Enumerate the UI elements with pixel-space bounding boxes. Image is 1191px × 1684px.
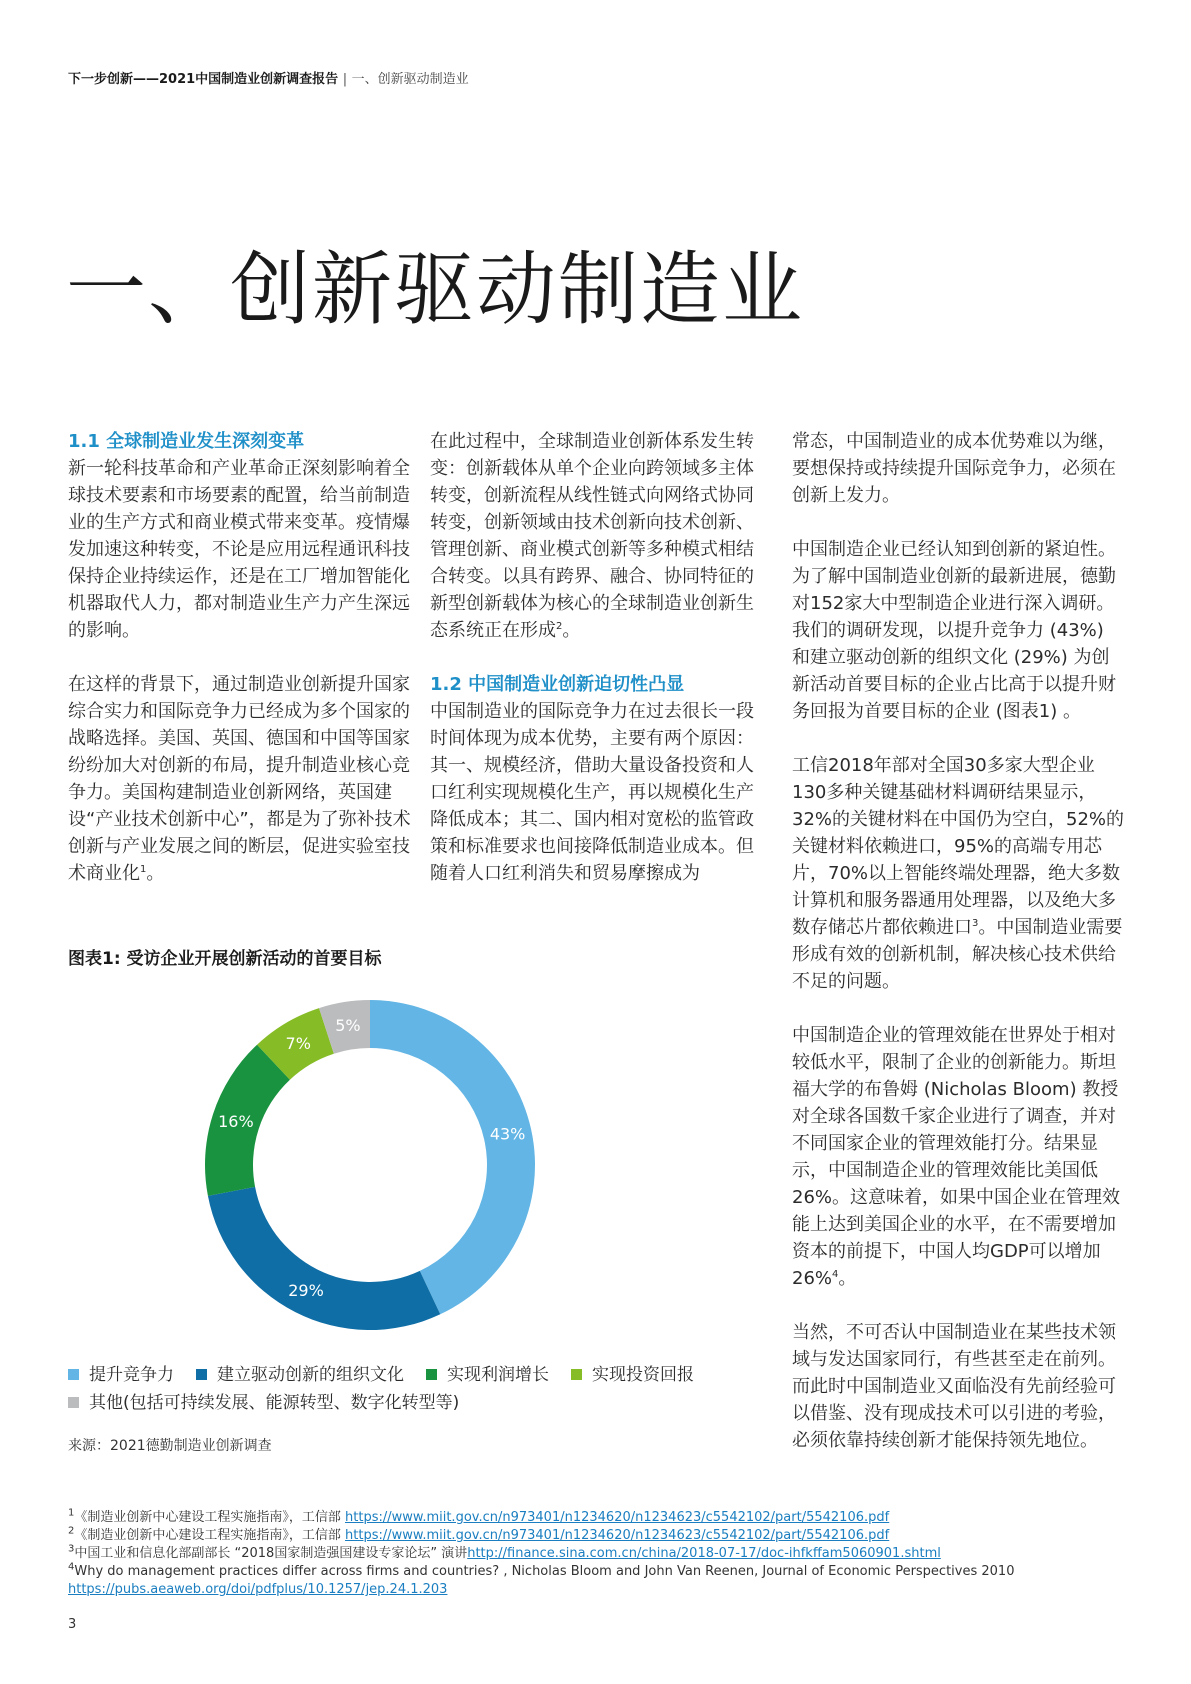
legend-item	[196, 1361, 404, 1389]
donut-chart	[200, 995, 540, 1335]
footnote-text: Why do management practices differ across firms and countries? , Nicholas Bloom and John Van Reenen, Journal of Economic Perspectives 2010	[74, 1564, 1015, 1579]
paragraph: 常态，中国制造业的成本优势难以为继，要想保持或持续提升国际竞争力，必须在创新上发力。	[792, 431, 1116, 506]
paragraph: 工信2018年部对全国30多家大型企业130多种关键基础材料调研结果显示，32%的关键材料在中国仍为空白，52%的关键材料依赖进口，95%的高端专用芯片，70%以上智能终端处理器，绝大多数计算机和服务器通用处理器，以及绝大多数存储芯片都依赖进口$^3$。中国制造业需要形成有效的创新机制，解决核心技术供给不足的问题。	[792, 755, 1125, 992]
chapter-title: 一、创新驱动制造业	[66, 243, 804, 336]
paragraph: 中国制造企业已经认知到创新的紧迫性。为了解中国制造业创新的最新进展，德勤对152家大中型制造企业进行深入调研。我们的调研发现，以提升竞争力 (43%) 和建立驱动创新的组织文化 (29%) 为创新活动首要目标的企业占比高于以提升财务回报为首要目标的企业 (图表1) 。	[792, 539, 1116, 722]
donut-data-label: 29%	[288, 1281, 324, 1301]
donut-data-label: 5%	[335, 1016, 361, 1036]
page-number: 3	[68, 1617, 77, 1632]
text-column-1	[68, 428, 413, 887]
footnote-text: 中国工业和信息化部副部长 “2018国家制造强国建设专家论坛” 演讲	[74, 1546, 468, 1561]
header-report-title: 下一步创新——2021中国制造业创新调查报告	[68, 72, 339, 87]
footnote-link[interactable]: https://www.miit.gov.cn/n973401/n1234620/n1234623/c5542102/part/5542106.pdf	[345, 1510, 890, 1525]
legend-item	[68, 1389, 459, 1417]
donut-slice-1	[370, 1000, 535, 1314]
paragraph: 在这样的背景下，通过制造业创新提升国家综合实力和国际竞争力已经成为多个国家的战略选择。美国、英国、德国和中国等国家纷纷加大对创新的布局，提升制造业核心竞争力。美国构建制造业创新网络，英国建设“产业技术创新中心”，都是为了弥补技术创新与产业发展之间的断层，促进实验室技术商业化$^1$。	[68, 674, 411, 884]
footnote-number: 2	[68, 1525, 75, 1537]
footnote	[68, 1509, 1128, 1527]
figure-source: 来源：2021德勤制造业创新调查	[68, 1438, 272, 1454]
donut-data-label: 16%	[218, 1111, 254, 1131]
text-column-2	[430, 428, 765, 887]
footnote-text: 《制造业创新中心建设工程实施指南》，工信部	[74, 1528, 346, 1543]
footnote-number: 1	[68, 1507, 75, 1519]
footnote-link[interactable]: http://finance.sina.com.cn/china/2018-07-17/doc-ihfkffam5060901.shtml	[467, 1546, 941, 1561]
legend-item	[426, 1361, 549, 1389]
legend-swatch	[68, 1369, 79, 1380]
legend-label: 建立驱动创新的组织文化	[217, 1365, 404, 1385]
donut-data-label: 43%	[489, 1124, 526, 1144]
header-section: 一、创新驱动制造业	[351, 72, 469, 87]
paragraph: 当然，不可否认中国制造业在某些技术领域与发达国家同行，有些甚至走在前列。而此时中国制造业又面临没有先前经验可以借鉴、没有现成技术可以引进的考验，必须依靠持续创新才能保持领先地位。	[792, 1322, 1116, 1451]
section-heading-1-1: 1.1 全球制造业发生深刻变革	[68, 431, 305, 452]
footnote	[68, 1545, 1128, 1563]
footnote	[68, 1563, 1128, 1599]
footnote-text: 《制造业创新中心建设工程实施指南》，工信部	[74, 1510, 346, 1525]
paragraph: 在此过程中，全球制造业创新体系发生转变：创新载体从单个企业向跨领域多主体转变，创新流程从线性链式向网络式协同转变，创新领域由技术创新向技术创新、管理创新、商业模式创新等多种模式相结合转变。以具有跨界、融合、协同特征的新型创新载体为核心的全球制造业创新生态系统正在形成$^2$。	[430, 431, 754, 641]
legend-item	[68, 1361, 174, 1389]
footnote-ref[interactable]: 1	[140, 864, 147, 875]
paragraph: 新一轮科技革命和产业革命正深刻影响着全球技术要素和市场要素的配置，给当前制造业的生产方式和商业模式带来变革。疫情爆发加速这种转变，不论是应用远程通讯科技保持企业持续运作，还是在工厂增加智能化机器取代人力，都对制造业生产力产生深远的影响。	[68, 458, 410, 641]
paragraph: 中国制造业的国际竞争力在过去很长一段时间体现为成本优势，主要有两个原因：其一、规模经济，借助大量设备投资和人口红利实现规模化生产，再以规模化生产降低成本；其二、国内相对宽松的监管政策和标准要求也间接降低制造业成本。但随着人口红利消失和贸易摩擦成为	[430, 701, 754, 884]
figure-title: 图表1: 受访企业开展创新活动的首要目标	[68, 949, 382, 969]
legend-swatch	[571, 1369, 582, 1380]
legend-swatch	[196, 1369, 207, 1380]
text-column-3	[792, 428, 1127, 1454]
footnote-link[interactable]: https://www.miit.gov.cn/n973401/n1234620/n1234623/c5542102/part/5542106.pdf	[345, 1528, 890, 1543]
donut-data-label: 7%	[285, 1034, 311, 1054]
footnote-number: 3	[68, 1543, 75, 1555]
footnote	[68, 1527, 1128, 1545]
paragraph: 中国制造企业的管理效能在世界处于相对较低水平，限制了企业的创新能力。斯坦福大学的布鲁姆 (Nicholas Bloom) 教授对全球各国数千家企业进行了调查，并对不同国家企业的管理效能打分。结果显示，中国制造企业的管理效能比美国低26%。这意味着，如果中国企业在管理效能上达到美国企业的水平，在不需要增加资本的前提下，中国人均GDP可以增加26%$^4$。	[792, 1025, 1121, 1289]
footnote-link[interactable]: https://pubs.aeaweb.org/doi/pdfplus/10.1257/jep.24.1.203	[68, 1582, 448, 1597]
footnote-ref[interactable]: 3	[972, 918, 979, 929]
donut-slice-2	[208, 1187, 440, 1330]
footnotes	[68, 1509, 1128, 1599]
footnote-ref[interactable]: 4	[832, 1269, 839, 1280]
legend-swatch	[68, 1397, 79, 1408]
legend-item	[571, 1361, 694, 1389]
legend-label: 实现投资回报	[592, 1365, 694, 1385]
legend-label: 提升竞争力	[89, 1365, 174, 1385]
footnote-ref[interactable]: 2	[556, 621, 563, 632]
legend-label: 其他(包括可持续发展、能源转型、数字化转型等)	[89, 1393, 460, 1413]
legend-swatch	[426, 1369, 437, 1380]
section-heading-1-2: 1.2 中国制造业创新迫切性凸显	[430, 674, 685, 695]
footnote-number: 4	[68, 1561, 75, 1573]
legend-label: 实现利润增长	[447, 1365, 549, 1385]
chart-legend	[68, 1361, 768, 1417]
header-separator: |	[342, 72, 348, 87]
running-header	[68, 68, 469, 87]
